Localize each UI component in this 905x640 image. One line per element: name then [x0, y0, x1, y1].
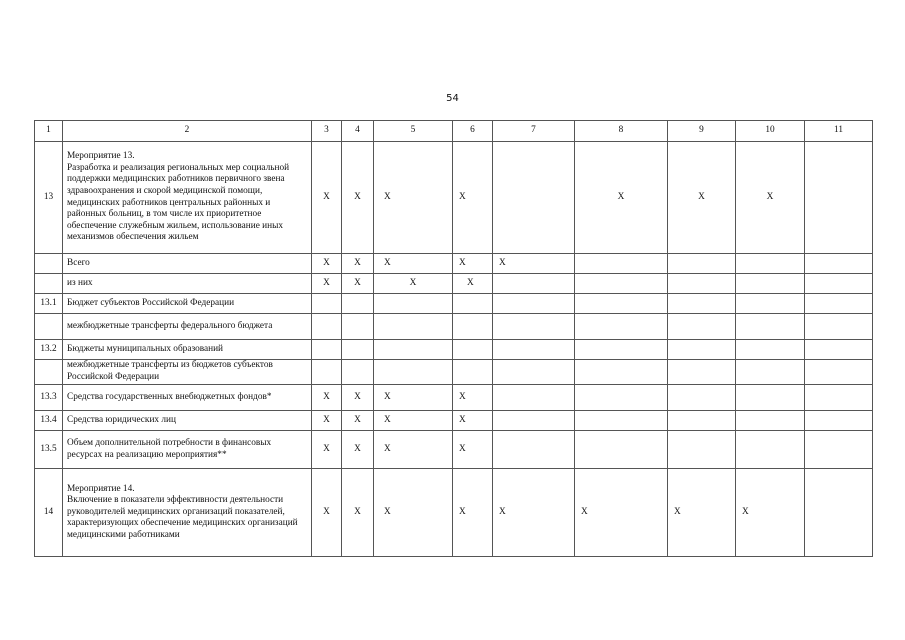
cell-mark	[493, 411, 575, 431]
cell-mark: X	[668, 469, 736, 557]
cell-mark	[805, 314, 873, 340]
cell-mark	[805, 254, 873, 274]
cell-mark	[575, 360, 668, 385]
cell-mark	[493, 314, 575, 340]
cell-mark: X	[736, 142, 805, 254]
cell-mark	[374, 314, 453, 340]
table-row	[35, 431, 873, 469]
row-number	[35, 254, 63, 274]
row-description: межбюджетные трансферты из бюджетов субъектов Российской Федерации	[63, 360, 312, 385]
cell-mark	[493, 274, 575, 294]
table-row	[35, 360, 873, 385]
header-cell: 10	[736, 121, 805, 142]
cell-mark	[668, 254, 736, 274]
measures-table	[34, 120, 873, 557]
cell-mark	[736, 431, 805, 469]
cell-mark	[575, 254, 668, 274]
cell-mark	[493, 340, 575, 360]
cell-mark	[374, 340, 453, 360]
row-number: 14	[35, 469, 63, 557]
cell-mark: X	[342, 254, 374, 274]
cell-mark	[342, 314, 374, 340]
cell-mark: X	[374, 142, 453, 254]
cell-mark	[805, 294, 873, 314]
cell-mark: X	[312, 274, 342, 294]
cell-mark	[668, 294, 736, 314]
row-description: из них	[63, 274, 312, 294]
cell-mark	[312, 360, 342, 385]
cell-mark	[668, 314, 736, 340]
header-cell: 4	[342, 121, 374, 142]
row-number: 13.3	[35, 385, 63, 411]
table-row	[35, 274, 873, 294]
header-cell: 11	[805, 121, 873, 142]
cell-mark	[736, 340, 805, 360]
cell-mark	[374, 294, 453, 314]
table-row	[35, 385, 873, 411]
cell-mark	[575, 431, 668, 469]
header-cell: 8	[575, 121, 668, 142]
table-header-row	[35, 121, 873, 142]
cell-mark	[575, 385, 668, 411]
row-number: 13.2	[35, 340, 63, 360]
row-number	[35, 274, 63, 294]
row-number	[35, 314, 63, 340]
table-row	[35, 254, 873, 274]
cell-mark	[668, 340, 736, 360]
measure-title: Мероприятие 13. Разработка и реализация региональных мер социальной поддержки медицинских работников первичного звена здравоохранения и скорой медицинской помощи, медицинских работников центральных районных и районных больниц, в том числе их приоритетное обеспечение служебным жильем, использование иных механизмов обеспечения жильем	[67, 151, 290, 243]
row-number	[35, 360, 63, 385]
cell-mark: X	[374, 469, 453, 557]
header-cell: 5	[374, 121, 453, 142]
cell-mark	[575, 294, 668, 314]
cell-mark	[342, 360, 374, 385]
table-row	[35, 411, 873, 431]
cell-mark	[453, 360, 493, 385]
cell-mark: X	[374, 431, 453, 469]
cell-mark: X	[453, 274, 493, 294]
row-number: 13.5	[35, 431, 63, 469]
cell-mark: X	[453, 469, 493, 557]
cell-mark: X	[374, 411, 453, 431]
header-cell: 6	[453, 121, 493, 142]
cell-mark	[312, 294, 342, 314]
cell-mark: X	[374, 385, 453, 411]
table-row	[35, 142, 873, 254]
cell-mark	[575, 411, 668, 431]
row-description: Объем дополнительной потребности в финансовых ресурсах на реализацию мероприятия**	[63, 431, 312, 469]
table-row	[35, 314, 873, 340]
table-row	[35, 469, 873, 557]
cell-mark: X	[312, 411, 342, 431]
cell-mark	[374, 360, 453, 385]
cell-mark	[575, 274, 668, 294]
cell-mark	[736, 360, 805, 385]
cell-mark	[493, 360, 575, 385]
cell-mark	[342, 294, 374, 314]
cell-mark	[805, 411, 873, 431]
cell-mark	[805, 274, 873, 294]
cell-mark: X	[374, 254, 453, 274]
cell-mark	[493, 142, 575, 254]
row-number: 13.4	[35, 411, 63, 431]
cell-mark	[668, 274, 736, 294]
cell-mark: X	[736, 469, 805, 557]
cell-mark	[805, 431, 873, 469]
row-description: межбюджетные трансферты федерального бюджета	[63, 314, 312, 340]
cell-mark: X	[453, 254, 493, 274]
cell-mark: X	[312, 431, 342, 469]
row-description	[63, 469, 312, 557]
cell-mark: X	[312, 254, 342, 274]
cell-mark	[493, 294, 575, 314]
cell-mark	[453, 314, 493, 340]
cell-mark	[805, 385, 873, 411]
row-description: Средства государственных внебюджетных фондов*	[63, 385, 312, 411]
row-description: Средства юридических лиц	[63, 411, 312, 431]
cell-mark: X	[453, 142, 493, 254]
header-cell: 7	[493, 121, 575, 142]
cell-mark	[668, 385, 736, 411]
cell-mark	[736, 314, 805, 340]
cell-mark	[312, 314, 342, 340]
cell-mark: X	[342, 142, 374, 254]
cell-mark	[805, 469, 873, 557]
cell-mark: X	[493, 254, 575, 274]
cell-mark	[668, 360, 736, 385]
cell-mark	[453, 294, 493, 314]
cell-mark	[342, 340, 374, 360]
cell-mark: X	[312, 385, 342, 411]
cell-mark	[668, 411, 736, 431]
table-row	[35, 294, 873, 314]
cell-mark	[805, 142, 873, 254]
cell-mark	[493, 431, 575, 469]
cell-mark: X	[342, 469, 374, 557]
header-cell: 1	[35, 121, 63, 142]
cell-mark: X	[342, 274, 374, 294]
page-number: 54	[446, 93, 459, 104]
cell-mark: X	[575, 142, 668, 254]
cell-mark: X	[312, 469, 342, 557]
cell-mark: X	[342, 411, 374, 431]
cell-mark: X	[575, 469, 668, 557]
cell-mark: X	[312, 142, 342, 254]
cell-mark	[736, 411, 805, 431]
row-description: Бюджет субъектов Российской Федерации	[63, 294, 312, 314]
cell-mark	[736, 254, 805, 274]
cell-mark	[668, 431, 736, 469]
cell-mark	[736, 385, 805, 411]
cell-mark	[805, 340, 873, 360]
cell-mark: X	[453, 431, 493, 469]
cell-mark	[805, 360, 873, 385]
cell-mark: X	[453, 385, 493, 411]
header-cell: 2	[63, 121, 312, 142]
cell-mark	[575, 340, 668, 360]
header-cell: 9	[668, 121, 736, 142]
row-description: Всего	[63, 254, 312, 274]
cell-mark	[736, 274, 805, 294]
cell-mark	[453, 340, 493, 360]
cell-mark: X	[342, 431, 374, 469]
row-number: 13.1	[35, 294, 63, 314]
row-description: Бюджеты муниципальных образований	[63, 340, 312, 360]
cell-mark	[575, 314, 668, 340]
row-description	[63, 142, 312, 254]
cell-mark: X	[493, 469, 575, 557]
table-row	[35, 340, 873, 360]
cell-mark: X	[374, 274, 453, 294]
row-number: 13	[35, 142, 63, 254]
cell-mark: X	[342, 385, 374, 411]
cell-mark: X	[453, 411, 493, 431]
measure-title: Мероприятие 14. Включение в показатели эффективности деятельности руководителей медицинских организаций показателей, характеризующих обеспечение медицинских организаций медицинскими работниками	[67, 483, 298, 540]
cell-mark	[312, 340, 342, 360]
cell-mark: X	[668, 142, 736, 254]
cell-mark	[736, 294, 805, 314]
cell-mark	[493, 385, 575, 411]
header-cell: 3	[312, 121, 342, 142]
